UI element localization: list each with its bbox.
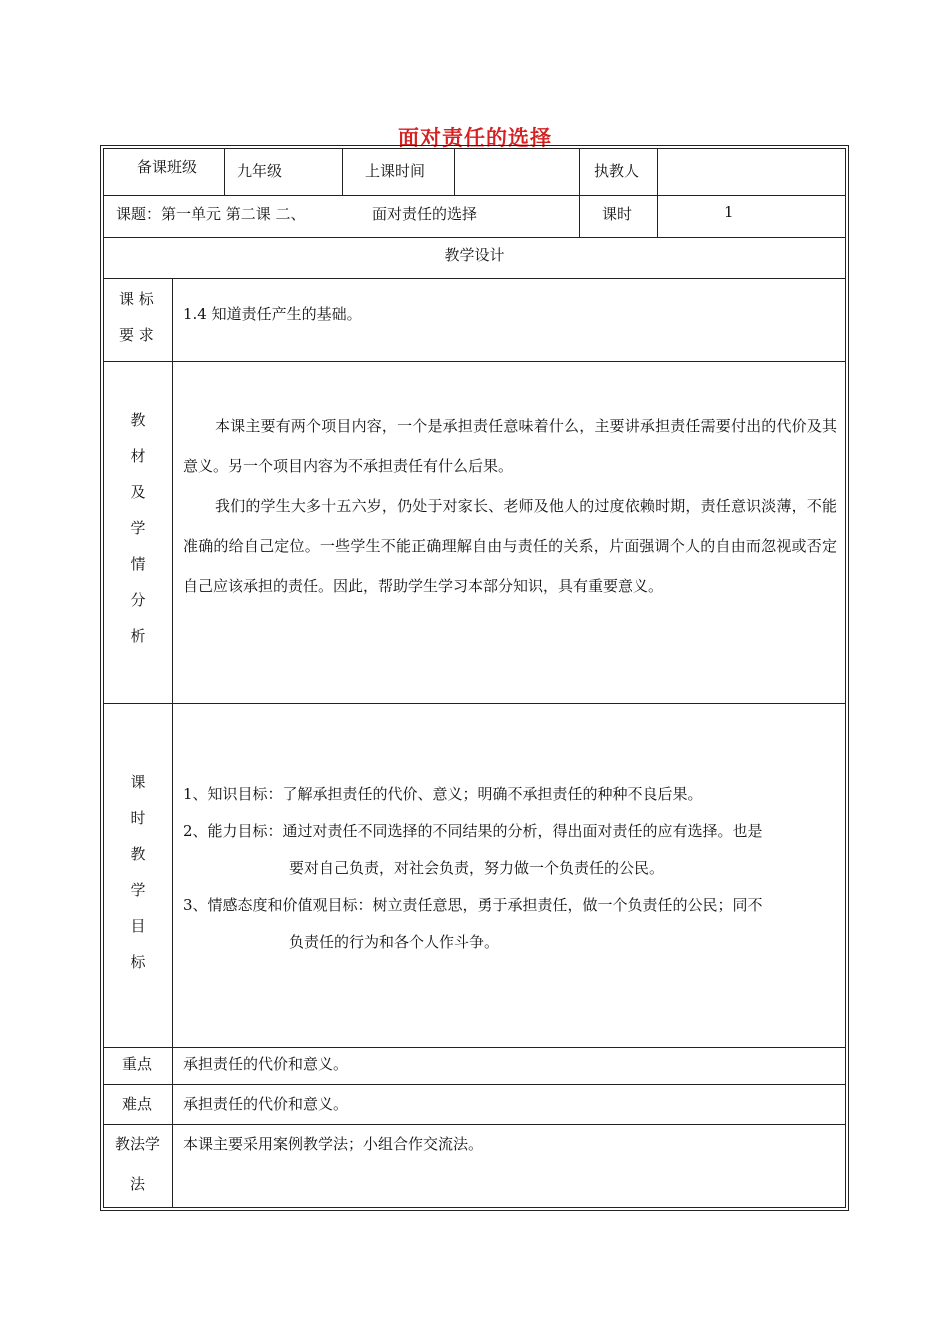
objectives-content-cell [172,704,845,1047]
objective-item: 1、知识目标：了解承担责任的代价、意义；明确不承担责任的种种不良后果。 [183,785,703,803]
topic-label: 课题：第一单元 第二课 二、 [116,205,306,223]
key-point-content: 承担责任的代价和意义。 [183,1055,349,1073]
hours-value: 1 [724,203,734,221]
lesson-plan-table [103,148,846,1208]
teacher-value-cell [657,149,845,195]
topic-cell [104,196,579,237]
objectives-list [183,776,837,961]
curriculum-label-line2: 要 求 [119,326,154,344]
time-value-cell [454,149,579,195]
analysis-row [104,362,845,704]
analysis-paragraph: 本课主要有两个项目内容，一个是承担责任意味着什么，主要讲承担责任需要付出的代价及其意义。另一个项目内容为不承担责任有什么后果。 [183,417,837,475]
method-content-cell [172,1125,845,1207]
key-point-row [104,1048,845,1085]
page-title: 面对责任的选择 [398,126,552,150]
header-row [104,149,845,196]
analysis-text [183,406,837,606]
difficulty-content: 承担责任的代价和意义。 [183,1095,349,1113]
analysis-label-cell [104,362,172,703]
method-row [104,1125,845,1207]
design-heading-cell [104,238,845,278]
objectives-row [104,704,845,1048]
key-point-content-cell [172,1048,845,1084]
method-label-cell [104,1125,172,1207]
difficulty-label-cell [104,1085,172,1124]
objectives-label-cell [104,704,172,1047]
class-value-cell [224,149,342,195]
hours-value-cell [657,196,845,237]
difficulty-content-cell [172,1085,845,1124]
hours-label-cell [579,196,657,237]
difficulty-label: 难点 [122,1095,153,1113]
curriculum-row [104,279,845,362]
time-label-cell [342,149,454,195]
curriculum-content: 1.4 知道责任产生的基础。 [183,305,362,323]
class-label: 备课班级 [137,158,198,176]
analysis-label: 教 材 及 学 情 分 析 [130,411,146,645]
curriculum-content-cell [172,279,845,361]
objective-item: 要对自己负责，对社会负责，努力做一个负责任的公民。 [289,859,665,877]
design-heading: 教学设计 [444,246,505,264]
teacher-label: 执教人 [594,162,640,180]
analysis-content-cell [172,362,845,703]
teacher-label-cell [579,149,657,195]
topic-name: 面对责任的选择 [372,205,478,223]
method-label-line2: 法 [130,1175,146,1193]
curriculum-label-line1: 课 标 [119,290,154,308]
objective-item: 3、情感态度和价值观目标：树立责任意思，勇于承担责任，做一个负责任的公民；同不 [183,896,763,914]
analysis-paragraph: 我们的学生大多十五六岁，仍处于对家长、老师及他人的过度依赖时期，责任意识淡薄，不能准确的给自己定位。一些学生不能正确理解自由与责任的关系，片面强调个人的自由而忽视或否定自己应该承担的责任。因此，帮助学生学习本部分知识，具有重要意义。 [183,497,837,595]
objective-item: 负责任的行为和各个人作斗争。 [289,933,500,951]
curriculum-label-cell [104,279,172,361]
key-point-label: 重点 [122,1055,153,1073]
method-label-line1: 教法学 [115,1135,161,1153]
class-value: 九年级 [237,162,283,180]
class-label-cell [104,149,224,195]
hours-label: 课时 [602,205,633,223]
method-content: 本课主要采用案例教学法；小组合作交流法。 [183,1135,484,1153]
time-label: 上课时间 [365,162,426,180]
objective-item: 2、能力目标：通过对责任不同选择的不同结果的分析，得出面对责任的应有选择。也是 [183,822,763,840]
topic-row [104,196,845,238]
key-point-label-cell [104,1048,172,1084]
difficulty-row [104,1085,845,1125]
design-heading-row [104,238,845,279]
objectives-label: 课 时 教 学 目 标 [130,773,146,971]
